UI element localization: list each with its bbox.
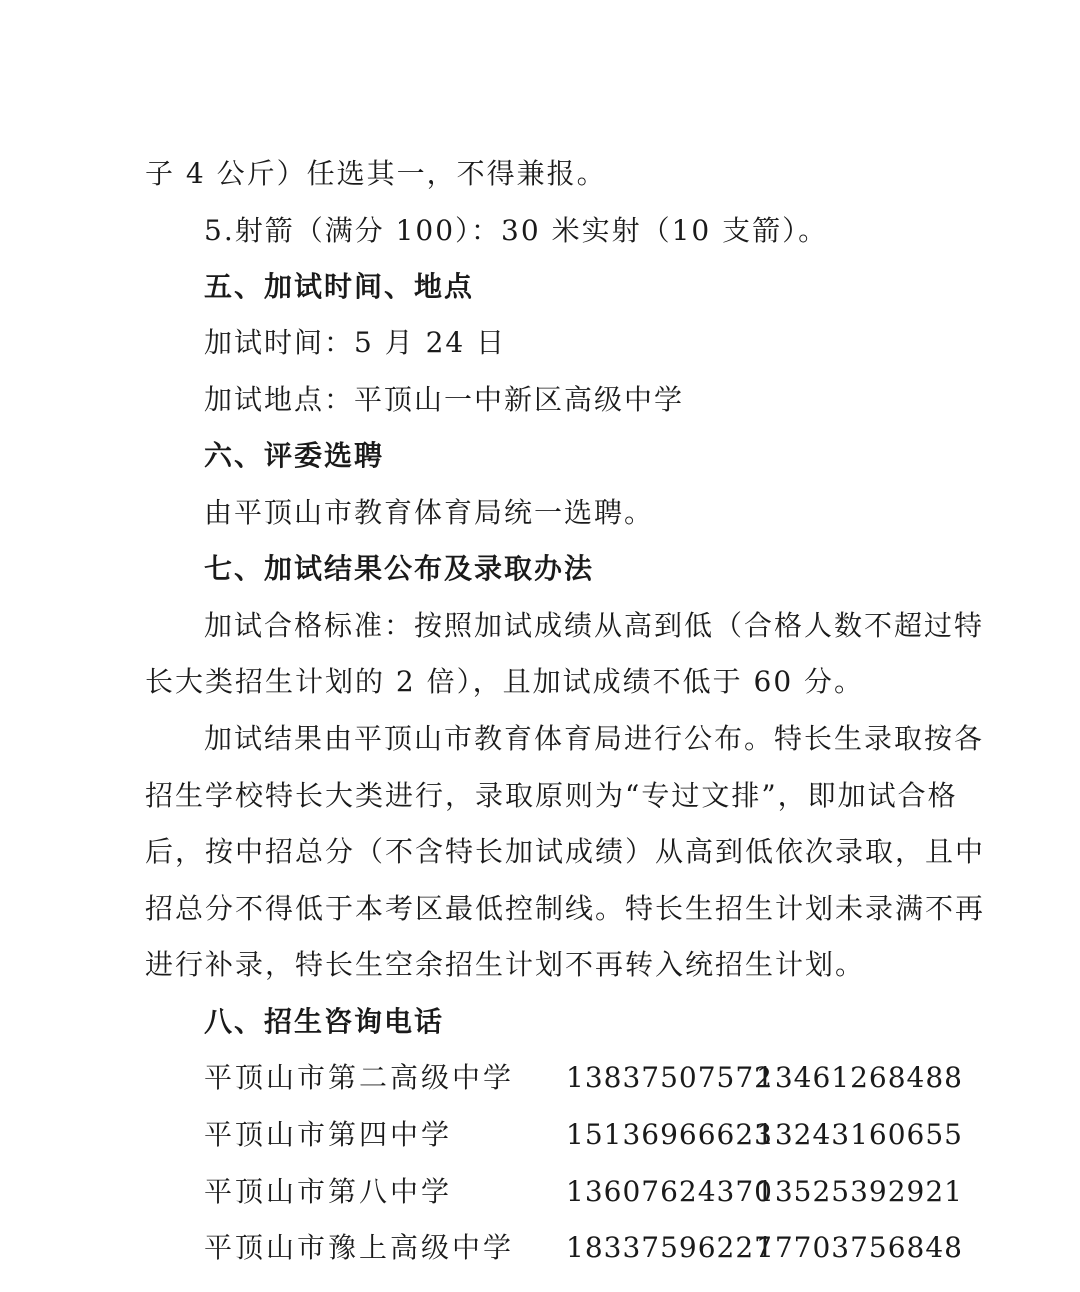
phone-number: 13243160655 (756, 1118, 963, 1151)
text-line-test-location: 加试地点：平顶山一中新区高级中学 (204, 383, 685, 416)
phone-number: 18337596227 (566, 1231, 773, 1264)
contact-row (204, 1115, 964, 1155)
phone-number: 13837507572 (566, 1061, 773, 1094)
text-line-test-time: 加试时间：5 月 24 日 (204, 326, 507, 359)
text-line-result-3: 后，按中招总分（不含特长加试成绩）从高到低依次录取，且中 (145, 835, 986, 868)
phone-number: 13607624370 (566, 1175, 773, 1208)
school-name: 平顶山市第八中学 (204, 1175, 453, 1208)
phone-number: 15136966623 (566, 1118, 773, 1151)
school-name: 平顶山市第二高级中学 (204, 1061, 515, 1094)
text-line-standard-1: 加试合格标准：按照加试成绩从高到低（合格人数不超过特 (204, 609, 985, 642)
section-heading-6: 六、评委选聘 (204, 439, 385, 472)
text-line-result-1: 加试结果由平顶山市教育体育局进行公布。特长生录取按各 (204, 722, 985, 755)
section-heading-8: 八、招生咨询电话 (204, 1005, 445, 1038)
phone-number: 13525392921 (756, 1175, 963, 1208)
text-line-continuation: 子 4 公斤）任选其一，不得兼报。 (145, 157, 607, 190)
text-line-standard-2: 长大类招生计划的 2 倍），且加试成绩不低于 60 分。 (145, 665, 865, 698)
phone-number: 13461268488 (756, 1061, 963, 1094)
text-line-judges: 由平顶山市教育体育局统一选聘。 (204, 496, 655, 529)
contact-row (204, 1172, 964, 1212)
text-line-result-2: 招生学校特长大类进行，录取原则为“专过文排”，即加试合格 (145, 779, 958, 812)
section-heading-5: 五、加试时间、地点 (204, 270, 475, 303)
section-heading-7: 七、加试结果公布及录取办法 (204, 552, 595, 585)
contact-row (204, 1228, 964, 1268)
phone-number: 17703756848 (756, 1231, 963, 1264)
text-line-result-5: 进行补录，特长生空余招生计划不再转入统招生计划。 (145, 948, 866, 981)
school-name: 平顶山市豫上高级中学 (204, 1231, 515, 1264)
text-line-archery: 5.射箭（满分 100）：30 米实射（10 支箭）。 (204, 214, 829, 247)
contact-row (204, 1058, 964, 1098)
school-name: 平顶山市第四中学 (204, 1118, 453, 1151)
text-line-result-4: 招总分不得低于本考区最低控制线。特长生招生计划未录满不再 (145, 892, 986, 925)
